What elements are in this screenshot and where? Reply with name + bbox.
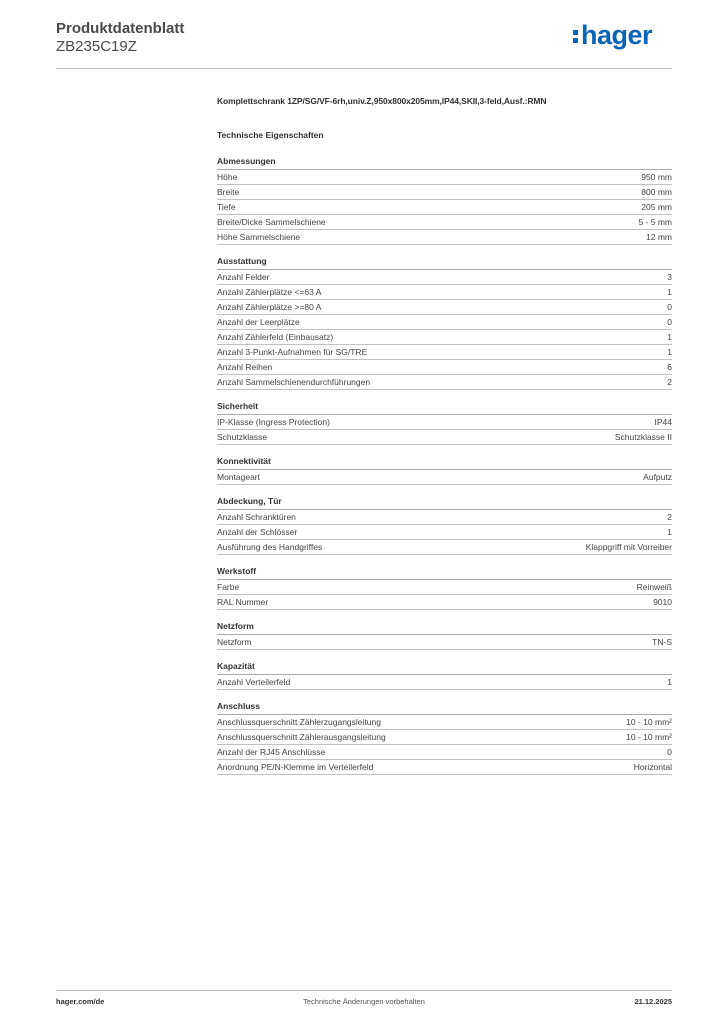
section-title: Anschluss [217, 700, 672, 715]
product-code: ZB235C19Z [56, 38, 137, 55]
footer-notice: Technische Änderungen vorbehalten [303, 997, 425, 1006]
property-row [217, 430, 672, 445]
section [217, 255, 672, 390]
property-label: Anzahl Zählerplätze <=63 A [217, 287, 322, 297]
section-title: Werkstoff [217, 565, 672, 580]
property-value: TN-S [652, 637, 672, 647]
property-label: Anzahl Verteilerfeld [217, 677, 291, 687]
property-label: Ausführung des Handgriffes [217, 542, 323, 552]
property-row [217, 540, 672, 555]
property-value: 0 [667, 317, 672, 327]
property-value: Schutzklasse II [614, 432, 672, 442]
property-value: 205 mm [641, 202, 672, 212]
property-label: Anschlussquerschnitt Zählerausgangsleitung [217, 732, 386, 742]
property-label: Anzahl Reihen [217, 362, 273, 372]
property-label: Anschlussquerschnitt Zählerzugangsleitung [217, 717, 381, 727]
document-title: Produktdatenblatt [56, 20, 185, 37]
section [217, 495, 672, 555]
property-row [217, 170, 672, 185]
property-label: Tiefe [217, 202, 236, 212]
property-row [217, 330, 672, 345]
section [217, 620, 672, 650]
property-row [217, 360, 672, 375]
property-row [217, 635, 672, 650]
property-label: Breite/Dicke Sammelschiene [217, 217, 326, 227]
property-row [217, 315, 672, 330]
property-row [217, 715, 672, 730]
property-row [217, 300, 672, 315]
product-description: Komplettschrank 1ZP/SG/VF-6rh,univ.Z,950x800x205mm,IP44,SKII,3-feld,Ausf.:RMN [217, 96, 547, 106]
property-value: Horizontal [633, 762, 672, 772]
property-label: Höhe Sammelschiene [217, 232, 301, 242]
section [217, 660, 672, 690]
property-value: 10 - 10 mm² [626, 732, 672, 742]
property-value: 6 [667, 362, 672, 372]
property-label: Anzahl der Leerplätze [217, 317, 300, 327]
property-row [217, 375, 672, 390]
property-label: IP-Klasse (Ingress Protection) [217, 417, 330, 427]
property-row [217, 745, 672, 760]
section-title: Ausstattung [217, 255, 672, 270]
property-row [217, 215, 672, 230]
footer-date: 21.12.2025 [634, 997, 672, 1006]
datasheet-content [217, 95, 672, 785]
property-sections [217, 155, 672, 775]
property-value: 10 - 10 mm² [626, 717, 672, 727]
property-value: Aufputz [643, 472, 672, 482]
property-row [217, 580, 672, 595]
property-value: 1 [667, 287, 672, 297]
section-title: Sicherheit [217, 400, 672, 415]
section [217, 700, 672, 775]
property-label: Anordnung PE/N-Klemme im Verteilerfeld [217, 762, 374, 772]
property-value: 0 [667, 302, 672, 312]
property-label: RAL Nummer [217, 597, 269, 607]
property-row [217, 510, 672, 525]
property-row [217, 345, 672, 360]
section-title: Abmessungen [217, 155, 672, 170]
property-label: Farbe [217, 582, 240, 592]
property-row [217, 415, 672, 430]
property-row [217, 270, 672, 285]
property-value: 800 mm [641, 187, 672, 197]
property-row [217, 760, 672, 775]
section [217, 400, 672, 445]
property-label: Anzahl Schranktüren [217, 512, 296, 522]
property-row [217, 285, 672, 300]
property-value: Klappgriff mit Vorreiber [585, 542, 672, 552]
property-value: 2 [667, 512, 672, 522]
property-label: Anzahl der Schlösser [217, 527, 298, 537]
footer-divider [56, 990, 672, 991]
property-label: Anzahl Felder [217, 272, 270, 282]
section [217, 155, 672, 245]
property-row [217, 525, 672, 540]
property-value: 3 [667, 272, 672, 282]
technical-heading: Technische Eigenschaften [217, 130, 324, 140]
footer-website[interactable]: hager.com/de [56, 997, 105, 1006]
property-value: 1 [667, 527, 672, 537]
section-title: Netzform [217, 620, 672, 635]
property-value: 2 [667, 377, 672, 387]
hager-logo [573, 20, 652, 50]
property-label: Netzform [217, 637, 252, 647]
property-value: 950 mm [641, 172, 672, 182]
property-row [217, 595, 672, 610]
property-row [217, 200, 672, 215]
property-label: Breite [217, 187, 240, 197]
property-label: Anzahl Sammelschienendurchführungen [217, 377, 371, 387]
section-title: Konnektivität [217, 455, 672, 470]
page-header [56, 20, 672, 68]
property-label: Montageart [217, 472, 260, 482]
property-value: 1 [667, 677, 672, 687]
property-label: Anzahl Zählerplätze >=80 A [217, 302, 322, 312]
property-value: 1 [667, 347, 672, 357]
section-title: Kapazität [217, 660, 672, 675]
property-row [217, 185, 672, 200]
property-label: Anzahl 3-Punkt-Aufnahmen für SG/TRE [217, 347, 368, 357]
section [217, 455, 672, 485]
property-value: 9010 [653, 597, 672, 607]
header-divider [56, 68, 672, 69]
logo-dots-icon [573, 26, 579, 46]
property-value: Reinweiß [636, 582, 672, 592]
section [217, 565, 672, 610]
property-label: Anzahl der RJ45 Anschlüsse [217, 747, 326, 757]
property-row [217, 470, 672, 485]
property-label: Schutzklasse [217, 432, 268, 442]
property-label: Höhe [217, 172, 238, 182]
property-value: 1 [667, 332, 672, 342]
property-row [217, 230, 672, 245]
property-value: IP44 [654, 417, 672, 427]
property-row [217, 675, 672, 690]
property-value: 5 - 5 mm [638, 217, 672, 227]
logo-text: hager [580, 20, 652, 50]
property-value: 0 [667, 747, 672, 757]
section-title: Abdeckung, Tür [217, 495, 672, 510]
property-label: Anzahl Zählerfeld (Einbausatz) [217, 332, 334, 342]
property-row [217, 730, 672, 745]
property-value: 12 mm [646, 232, 672, 242]
